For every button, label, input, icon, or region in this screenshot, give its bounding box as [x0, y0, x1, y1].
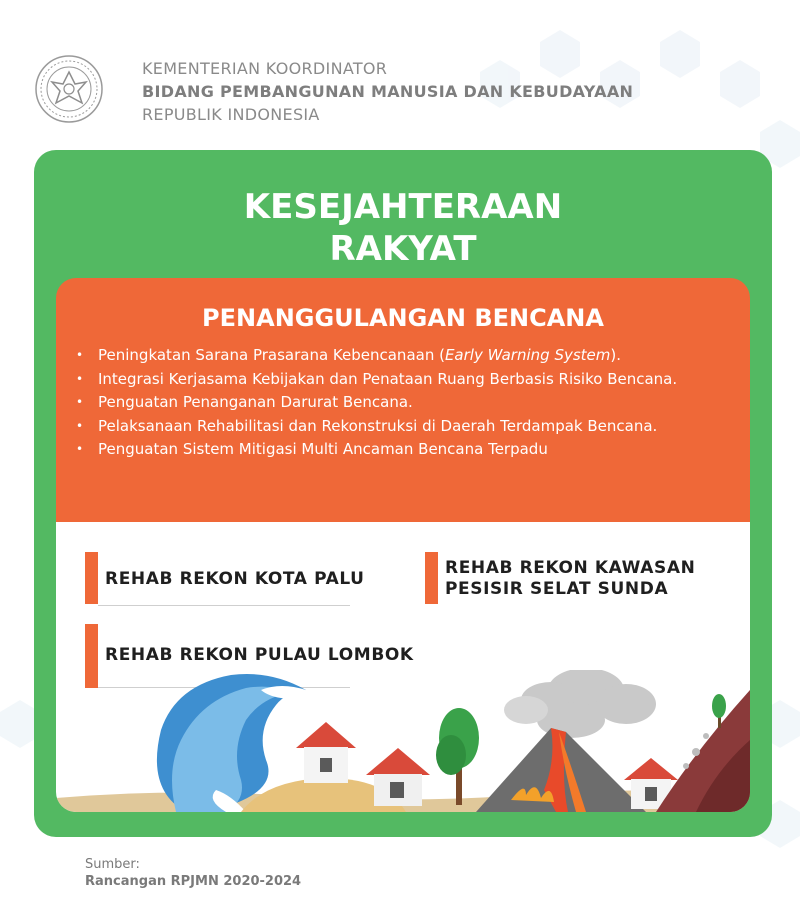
bullet-text: Peningkatan Sarana Prasarana Kebencanaan ( — [98, 346, 445, 364]
disaster-panel — [56, 278, 750, 522]
source-note — [85, 856, 301, 890]
header — [34, 52, 734, 132]
infographic-card — [34, 150, 772, 837]
smoke-cloud — [504, 670, 656, 738]
source-value: Rancangan RPJMN 2020-2024 — [85, 874, 302, 889]
card-title-line-2: RAKYAT — [329, 229, 477, 269]
card-title-line-1: KESEJAHTERAAN — [243, 187, 563, 227]
tag-underline — [98, 605, 350, 606]
tag-bar — [85, 552, 98, 604]
landslide-icon — [656, 690, 750, 812]
garuda-emblem-icon — [34, 54, 104, 124]
disaster-illustration — [56, 670, 750, 812]
bullet-item: • Integrasi Kerjasama Kebijakan dan Penataan Ruang Berbasis Risiko Bencana. — [76, 368, 736, 390]
tag-bar — [425, 552, 438, 604]
tag-palu — [85, 552, 365, 606]
bullet-item — [76, 344, 736, 366]
house-icon — [296, 722, 356, 783]
tag-sunda-label-2: PESISIR SELAT SUNDA — [445, 579, 669, 599]
bullet-list — [76, 344, 736, 462]
tag-lombok-label: REHAB REKON PULAU LOMBOK — [105, 645, 414, 665]
source-label: Sumber: — [85, 857, 140, 872]
tag-sunda-label-1: REHAB REKON KAWASAN — [445, 558, 696, 578]
bullet-after: ). — [610, 346, 622, 364]
tree-icon — [436, 708, 479, 805]
programs-panel — [56, 522, 750, 812]
volcano-icon — [476, 728, 646, 812]
header-line-2: BIDANG PEMBANGUNAN MANUSIA DAN KEBUDAYAAN — [142, 82, 634, 101]
house-icon — [366, 748, 430, 806]
bullet-italic: Early Warning System — [444, 346, 611, 364]
header-line-3: REPUBLIK INDONESIA — [142, 105, 320, 124]
card-title — [34, 186, 772, 270]
panel-subtitle: PENANGGULANGAN BENCANA — [202, 304, 604, 332]
tag-palu-label: REHAB REKON KOTA PALU — [105, 569, 365, 589]
bullet-item: • Penguatan Sistem Mitigasi Multi Ancaman Bencana Terpadu — [76, 438, 736, 460]
bullet-item: • Penguatan Penanganan Darurat Bencana. — [76, 391, 736, 413]
bullet-item: • Pelaksanaan Rehabilitasi dan Rekonstruksi di Daerah Terdampak Bencana. — [76, 415, 736, 437]
tag-sunda — [425, 552, 725, 606]
header-line-1: KEMENTERIAN KOORDINATOR — [142, 59, 388, 78]
